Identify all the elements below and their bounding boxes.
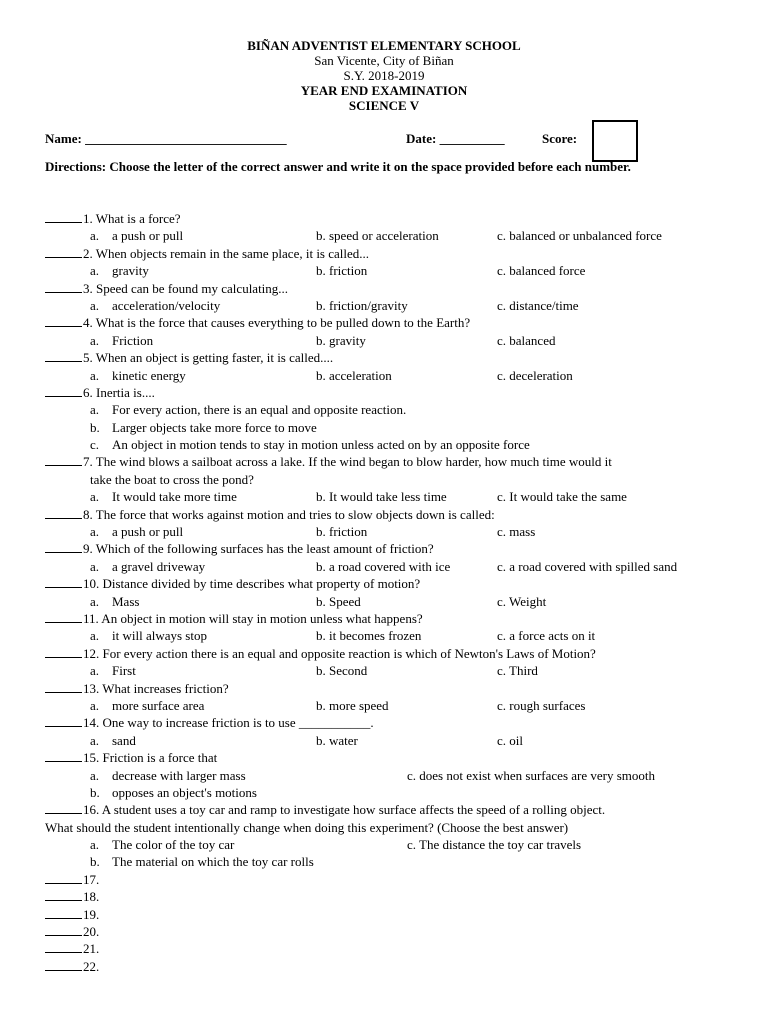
answer-blank-22[interactable] xyxy=(45,959,82,971)
question-1 xyxy=(45,210,745,227)
question-21 xyxy=(45,940,745,957)
directions: Directions: Choose the letter of the correct answer and write it on the space provided before each number. xyxy=(45,159,631,174)
answer-blank-3[interactable] xyxy=(45,281,82,293)
question-line xyxy=(45,871,99,888)
option-letter: a. xyxy=(90,558,100,574)
option-letter: a. xyxy=(90,593,100,609)
question-text: 12. For every action there is an equal and opposite reaction is which of Newton's Laws of Motion? xyxy=(83,645,596,661)
options-row xyxy=(45,488,745,505)
options-row xyxy=(45,401,745,418)
question-17 xyxy=(45,871,745,888)
options-row xyxy=(45,627,745,644)
question-3 xyxy=(45,280,745,297)
option-a xyxy=(90,227,183,244)
option-a xyxy=(90,367,186,384)
option-letter: b. xyxy=(90,419,100,435)
option-text: An object in motion tends to stay in motion unless acted on by an opposite force xyxy=(112,437,530,453)
options-row xyxy=(45,697,745,714)
question-19 xyxy=(45,906,745,923)
question-9 xyxy=(45,540,745,557)
question-line xyxy=(45,680,229,697)
question-number: 18. xyxy=(83,889,100,905)
question-15 xyxy=(45,749,745,766)
option-c: c. balanced or unbalanced force xyxy=(497,228,662,244)
option-b: b. friction/gravity xyxy=(316,297,408,313)
date-field[interactable]: Date: __________ xyxy=(406,131,505,146)
option-b: b. It would take less time xyxy=(316,489,447,505)
option-a xyxy=(90,836,234,853)
option-c: c. balanced xyxy=(497,332,556,348)
option-c: c. It would take the same xyxy=(497,489,627,505)
option-letter: b. xyxy=(90,854,100,870)
options-row xyxy=(45,332,745,349)
option-text: The color of the toy car xyxy=(112,837,235,853)
option-a xyxy=(90,401,406,418)
question-7 xyxy=(45,453,745,470)
option-letter: a. xyxy=(90,663,100,679)
option-text: Larger objects take more force to move xyxy=(112,419,317,435)
question-text: 13. What increases friction? xyxy=(83,680,229,696)
options-row xyxy=(45,732,745,749)
options-row xyxy=(45,593,745,610)
option-text: kinetic energy xyxy=(112,367,186,383)
question-number: 21. xyxy=(83,941,100,957)
question-line xyxy=(45,280,288,297)
option-b xyxy=(90,853,314,870)
option-letter: a. xyxy=(90,767,100,783)
option-text: It would take more time xyxy=(112,489,237,505)
question-2 xyxy=(45,245,745,262)
answer-blank-4[interactable] xyxy=(45,315,82,327)
answer-blank-8[interactable] xyxy=(45,507,82,519)
option-b: b. Speed xyxy=(316,593,361,609)
option-c: c. Weight xyxy=(497,593,547,609)
question-18 xyxy=(45,888,745,905)
question-number: 22. xyxy=(83,958,100,974)
option-c: c. Third xyxy=(497,663,538,679)
option-letter: a. xyxy=(90,228,100,244)
answer-blank-12[interactable] xyxy=(45,646,82,658)
option-c: c. deceleration xyxy=(497,367,573,383)
question-list xyxy=(45,210,745,975)
question-line xyxy=(45,645,596,662)
question-text: 9. Which of the following surfaces has the least amount of friction? xyxy=(83,541,434,557)
question-line xyxy=(45,210,181,227)
question-line xyxy=(45,940,99,957)
question-20 xyxy=(45,923,745,940)
question-continuation xyxy=(45,819,745,836)
option-b: b. Second xyxy=(316,663,368,679)
answer-blank-17[interactable] xyxy=(45,872,82,884)
options-row xyxy=(45,767,745,784)
options-row xyxy=(45,227,745,244)
option-b: b. more speed xyxy=(316,697,389,713)
option-a xyxy=(90,297,220,314)
option-letter: a. xyxy=(90,524,100,540)
question-5 xyxy=(45,349,745,366)
question-line xyxy=(45,610,423,627)
question-line xyxy=(45,923,99,940)
question-16 xyxy=(45,801,745,818)
option-c: c. balanced force xyxy=(497,263,586,279)
question-line xyxy=(45,801,605,818)
question-text: 1. What is a force? xyxy=(83,211,181,226)
option-c: c. The distance the toy car travels xyxy=(407,837,582,853)
question-line xyxy=(45,906,99,923)
options-row xyxy=(45,662,745,679)
option-b xyxy=(90,784,257,801)
school-name: BIÑAN ADVENTIST ELEMENTARY SCHOOL xyxy=(247,38,521,53)
option-c: c. a road covered with spilled sand xyxy=(497,558,678,574)
question-text: 2. When objects remain in the same place, it is called... xyxy=(83,245,370,261)
option-text: a gravel driveway xyxy=(112,558,206,574)
name-field[interactable]: Name: _______________________________ xyxy=(45,131,287,146)
option-a xyxy=(90,262,149,279)
question-number: 19. xyxy=(83,906,100,922)
options-row xyxy=(45,297,745,314)
question-text: 11. An object in motion will stay in motion unless what happens? xyxy=(83,610,423,626)
school-address: San Vicente, City of Biñan xyxy=(314,53,454,68)
question-number: 17. xyxy=(83,871,100,887)
option-b: b. water xyxy=(316,732,358,748)
answer-blank-7[interactable] xyxy=(45,454,82,466)
option-c: c. mass xyxy=(497,524,536,540)
option-b: b. gravity xyxy=(316,332,366,348)
question-line xyxy=(45,575,420,592)
question-11 xyxy=(45,610,745,627)
score-label: Score: xyxy=(542,131,578,146)
question-text: 10. Distance divided by time describes what property of motion? xyxy=(83,576,421,592)
option-text: a push or pull xyxy=(112,524,184,540)
answer-blank-15[interactable] xyxy=(45,750,82,762)
answer-blank-20[interactable] xyxy=(45,924,82,936)
answer-blank-11[interactable] xyxy=(45,611,82,623)
option-a xyxy=(90,593,139,610)
question-6 xyxy=(45,384,745,401)
option-letter: a. xyxy=(90,367,100,383)
option-letter: c. xyxy=(90,437,100,453)
question-line xyxy=(45,714,374,731)
question-13 xyxy=(45,680,745,697)
option-letter: b. xyxy=(90,784,100,800)
option-a xyxy=(90,488,237,505)
option-a xyxy=(90,732,136,749)
question-line xyxy=(45,453,612,470)
question-continuation xyxy=(45,471,745,488)
answer-blank-5[interactable] xyxy=(45,350,82,362)
question-4 xyxy=(45,314,745,331)
question-text: 16. A student uses a toy car and ramp to investigate how surface affects the speed of a rolling object. xyxy=(83,802,606,818)
question-text: 3. Speed can be found my calculating... xyxy=(83,280,289,296)
school-year: S.Y. 2018-2019 xyxy=(343,68,425,83)
question-22 xyxy=(45,958,745,975)
question-14 xyxy=(45,714,745,731)
question-text: 7. The wind blows a sailboat across a lake. If the wind began to blow harder, how much time would it xyxy=(83,454,612,470)
question-line xyxy=(45,314,470,331)
option-c: c. oil xyxy=(497,732,523,748)
option-text: gravity xyxy=(112,263,149,279)
option-b: b. acceleration xyxy=(316,367,392,383)
student-info-row xyxy=(45,130,745,150)
option-a xyxy=(90,558,205,575)
option-text: more surface area xyxy=(112,697,205,713)
option-b xyxy=(90,419,317,436)
option-text: For every action, there is an equal and opposite reaction. xyxy=(112,402,407,418)
option-b: b. friction xyxy=(316,524,368,540)
option-text: opposes an object's motions xyxy=(112,784,257,800)
question-text: 6. Inertia is.... xyxy=(83,384,155,400)
options-row xyxy=(45,853,745,870)
question-text: 4. What is the force that causes everything to be pulled down to the Earth? xyxy=(83,315,471,331)
answer-blank-14[interactable] xyxy=(45,715,82,727)
option-text: a push or pull xyxy=(112,228,184,244)
question-continuation-text: take the boat to cross the pond? xyxy=(90,471,254,487)
option-text: Friction xyxy=(112,332,154,348)
answer-blank-10[interactable] xyxy=(45,576,82,588)
question-line xyxy=(45,958,99,975)
option-letter: a. xyxy=(90,332,100,348)
answer-blank-6[interactable] xyxy=(45,385,82,397)
question-text: 15. Friction is a force that xyxy=(83,750,218,766)
score-box[interactable] xyxy=(592,120,638,162)
option-text: it will always stop xyxy=(112,628,207,644)
question-line xyxy=(45,888,99,905)
option-a xyxy=(90,523,183,540)
exam-header xyxy=(0,38,768,113)
option-letter: a. xyxy=(90,489,100,505)
option-letter: a. xyxy=(90,263,100,279)
question-line: What should the student intentionally change when doing this experiment? (Choose the best answer) xyxy=(45,819,569,835)
options-row xyxy=(45,558,745,575)
question-line xyxy=(45,506,495,523)
answer-blank-18[interactable] xyxy=(45,889,82,901)
answer-blank-1[interactable] xyxy=(45,211,82,223)
option-text: acceleration/velocity xyxy=(112,297,221,313)
options-row xyxy=(45,367,745,384)
option-letter: a. xyxy=(90,297,100,313)
option-text: The material on which the toy car rolls xyxy=(112,854,314,870)
option-c: c. distance/time xyxy=(497,297,579,313)
options-row xyxy=(45,419,745,436)
option-c: c. does not exist when surfaces are very smooth xyxy=(407,767,656,783)
option-text: decrease with larger mass xyxy=(112,767,246,783)
option-b: b. friction xyxy=(316,263,368,279)
option-letter: a. xyxy=(90,732,100,748)
answer-blank-19[interactable] xyxy=(45,907,82,919)
option-a xyxy=(90,332,153,349)
option-letter: a. xyxy=(90,402,100,418)
options-row xyxy=(45,836,745,853)
exam-subject: SCIENCE V xyxy=(348,98,420,113)
question-text: 14. One way to increase friction is to use ___________. xyxy=(83,715,374,731)
question-12 xyxy=(45,645,745,662)
question-number: 20. xyxy=(83,924,100,940)
question-8 xyxy=(45,506,745,523)
option-text: Mass xyxy=(112,593,140,609)
question-line xyxy=(45,349,333,366)
option-a xyxy=(90,697,204,714)
option-a xyxy=(90,627,207,644)
question-text: 8. The force that works against motion and tries to slow objects down is called: xyxy=(83,506,495,522)
answer-blank-2[interactable] xyxy=(45,246,82,258)
exam-title: YEAR END EXAMINATION xyxy=(300,83,468,98)
question-line xyxy=(45,540,434,557)
question-text: 5. When an object is getting faster, it is called.... xyxy=(83,350,334,366)
option-letter: a. xyxy=(90,697,100,713)
option-a xyxy=(90,767,246,784)
answer-blank-13[interactable] xyxy=(45,681,82,693)
option-letter: a. xyxy=(90,837,100,853)
answer-blank-16[interactable] xyxy=(45,802,82,814)
option-c xyxy=(90,436,530,453)
option-text: First xyxy=(112,663,136,679)
question-line xyxy=(45,384,155,401)
options-row xyxy=(45,262,745,279)
option-letter: a. xyxy=(90,628,100,644)
answer-blank-21[interactable] xyxy=(45,941,82,953)
answer-blank-9[interactable] xyxy=(45,541,82,553)
option-c: c. a force acts on it xyxy=(497,628,596,644)
option-b: b. it becomes frozen xyxy=(316,628,422,644)
option-b: b. a road covered with ice xyxy=(316,558,451,574)
option-b: b. speed or acceleration xyxy=(316,228,439,244)
option-c: c. rough surfaces xyxy=(497,697,586,713)
option-text: sand xyxy=(112,732,136,748)
options-row xyxy=(45,523,745,540)
question-line xyxy=(45,245,369,262)
options-row xyxy=(45,436,745,453)
question-line xyxy=(45,749,217,766)
option-a xyxy=(90,662,136,679)
question-10 xyxy=(45,575,745,592)
options-row xyxy=(45,784,745,801)
